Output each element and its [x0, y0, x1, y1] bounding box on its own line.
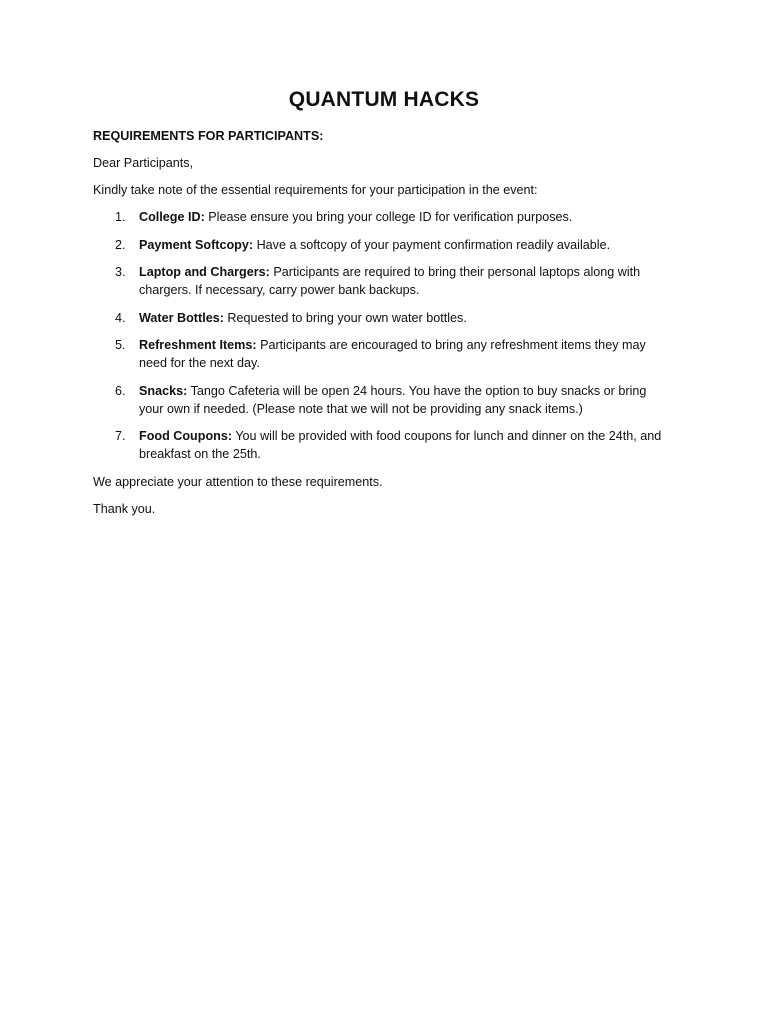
document-body: [93, 127, 673, 527]
requirement-item: [93, 382, 673, 418]
requirement-item: [93, 309, 673, 327]
sign-off: Thank you.: [93, 501, 156, 516]
requirement-item: [93, 427, 673, 463]
requirement-label: Payment Softcopy:: [139, 237, 254, 252]
section-heading: REQUIREMENTS FOR PARTICIPANTS:: [93, 129, 324, 143]
requirement-number: 4.: [115, 310, 126, 325]
requirement-text: Tango Cafeteria will be open 24 hours. You have the option to buy snacks or bring your own if needed. (Please note that we will not be providing any snack items.): [139, 383, 647, 416]
requirement-item: [93, 263, 673, 299]
requirement-item: [93, 236, 673, 254]
intro-paragraph: Kindly take note of the essential requirements for your participation in the event:: [93, 183, 538, 197]
requirement-number: 6.: [115, 383, 126, 398]
requirements-list: [93, 208, 673, 463]
requirement-text: Have a softcopy of your payment confirmation readily available.: [256, 237, 611, 252]
document-title: QUANTUM HACKS: [288, 88, 480, 111]
requirement-number: 7.: [115, 429, 126, 443]
requirement-item: [93, 208, 673, 226]
requirement-label: Food Coupons:: [139, 429, 233, 443]
requirement-item: [93, 336, 673, 372]
requirement-label: Snacks:: [139, 383, 188, 398]
requirement-number: 2.: [115, 237, 126, 252]
requirement-text: Please ensure you bring your college ID for verification purposes.: [208, 210, 573, 224]
requirement-text: You will be provided with food coupons for lunch and dinner on the 24th, and breakfast on the 25th.: [139, 429, 662, 461]
requirement-label: Refreshment Items:: [139, 338, 257, 352]
requirement-label: Laptop and Chargers:: [139, 265, 270, 279]
requirement-text: Requested to bring your own water bottles.: [227, 310, 467, 325]
requirement-text: Participants are required to bring their personal laptops along with chargers. If necessary, carry power bank backups.: [139, 265, 641, 297]
requirement-text: Participants are encouraged to bring any refreshment items they may need for the next day.: [139, 338, 646, 370]
requirement-number: 3.: [115, 265, 126, 279]
requirement-label: Water Bottles:: [139, 310, 224, 325]
closing-paragraph: We appreciate your attention to these requirements.: [93, 474, 383, 489]
requirement-number: 5.: [115, 338, 126, 352]
greeting: Dear Participants,: [93, 156, 194, 170]
requirement-label: College ID:: [139, 210, 205, 224]
requirement-number: 1.: [115, 210, 126, 224]
